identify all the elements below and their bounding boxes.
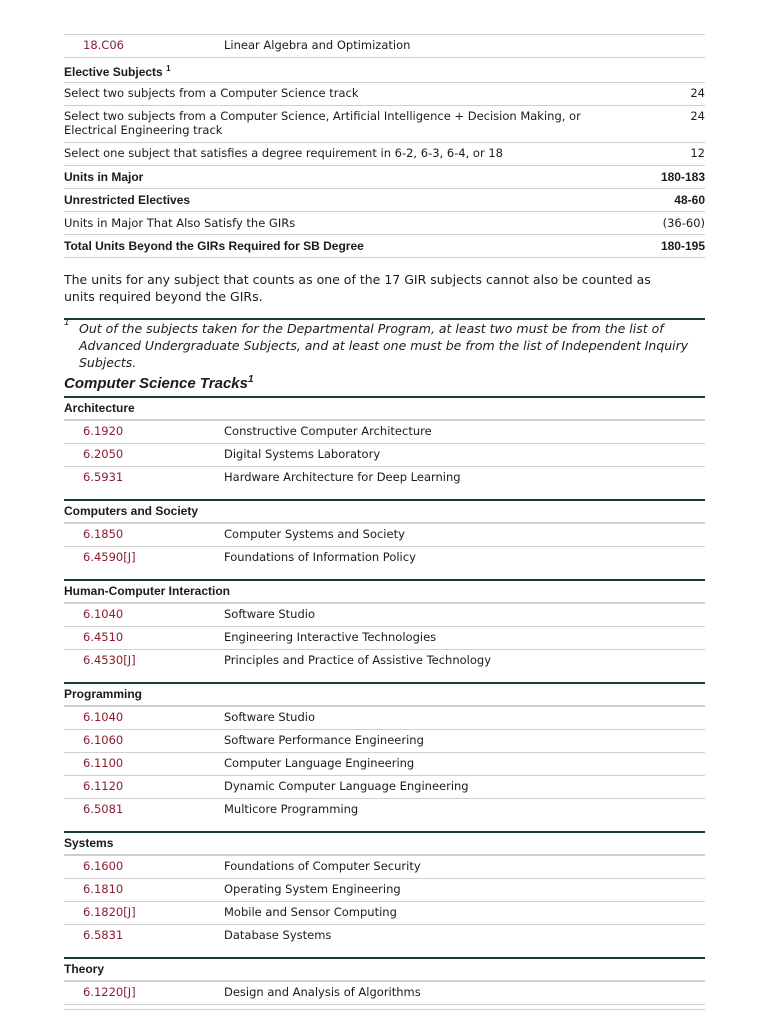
divider (64, 1009, 705, 1010)
spacer (64, 947, 705, 957)
subject-title: Software Performance Engineering (224, 732, 424, 747)
subject-row (64, 603, 705, 626)
requirement-row (64, 82, 705, 105)
subject-code-link[interactable]: 6.1040 (83, 606, 124, 621)
subject-title: Operating System Engineering (224, 881, 401, 896)
subject-row (64, 878, 705, 901)
subject-title: Design and Analysis of Algorithms (224, 984, 421, 999)
subject-row (64, 855, 705, 878)
track-header (64, 398, 705, 420)
subject-code-link[interactable]: 6.1120 (83, 778, 124, 793)
heading-text: Computer Science Tracks (64, 374, 248, 392)
total-label: Unrestricted Electives (64, 193, 191, 207)
subject-code-link[interactable]: 6.1060 (83, 732, 124, 747)
subject-code-link[interactable]: 6.1850 (83, 526, 124, 541)
subject-title: Dynamic Computer Language Engineering (224, 778, 469, 793)
spacer (64, 672, 705, 682)
track-header (64, 501, 705, 523)
track-header (64, 684, 705, 706)
track-header (64, 959, 705, 981)
subject-code-link[interactable]: 6.4530[J] (83, 652, 136, 667)
total-units: 48-60 (674, 193, 705, 207)
subject-row (64, 752, 705, 775)
subject-title: Foundations of Computer Security (224, 858, 421, 873)
subject-row (64, 420, 705, 443)
track-name: Human-Computer Interaction (64, 583, 231, 598)
subject-row (64, 649, 705, 672)
subject-code-link[interactable]: 6.5081 (83, 801, 124, 816)
subject-code-link[interactable]: 6.2050 (83, 446, 124, 461)
subject-title: Linear Algebra and Optimization (224, 38, 411, 52)
track-programming (64, 682, 705, 821)
subject-title: Engineering Interactive Technologies (224, 629, 437, 644)
subject-title: Digital Systems Laboratory (224, 446, 381, 461)
spacer (64, 821, 705, 831)
subject-row (64, 775, 705, 798)
subject-row (64, 706, 705, 729)
divider (64, 257, 705, 258)
footnote (64, 317, 705, 370)
subject-code-link[interactable]: 6.1100 (83, 755, 124, 770)
unrestricted-electives-row (64, 188, 705, 211)
footnote-text: Out of the subjects taken for the Departmental Program, at least two must be from the list of Advanced Undergraduate Subjects, and at least one must be from the list of Independent Inquiry Subjects. (79, 320, 689, 370)
subject-code-link[interactable]: 6.4510 (83, 629, 124, 644)
subject-code-link[interactable]: 6.4590[J] (83, 549, 136, 564)
subject-title: Software Studio (224, 606, 315, 621)
track-name: Theory (64, 961, 105, 976)
track-name: Programming (64, 686, 143, 701)
gir-note: The units for any subject that counts as one of the 17 GIR subjects cannot also be counted as units required beyond the GIRs. (64, 272, 651, 304)
subject-row (64, 523, 705, 546)
subject-title: Computer Language Engineering (224, 755, 415, 770)
total-units: 180-195 (660, 239, 705, 253)
track-name: Computers and Society (64, 503, 199, 518)
subject-title: Computer Systems and Society (224, 526, 405, 541)
subject-code-link[interactable]: 6.5831 (83, 927, 124, 942)
spacer (64, 489, 705, 499)
degree-requirements (64, 34, 705, 1010)
total-label: Units in Major (64, 170, 144, 184)
subject-row (64, 34, 705, 57)
subject-row (64, 729, 705, 752)
subject-code-link[interactable]: 6.1220[J] (83, 984, 136, 999)
subject-title: Foundations of Information Policy (224, 549, 416, 564)
total-units-row (64, 234, 705, 257)
track-header (64, 581, 705, 603)
requirement-text: Select two subjects from a Computer Science track (64, 86, 359, 100)
track-name: Architecture (64, 400, 135, 415)
gir-overlap-row (64, 211, 705, 234)
elective-subjects-header (64, 57, 705, 82)
subject-code-link[interactable]: 6.1040 (83, 709, 124, 724)
track-header (64, 833, 705, 855)
footnote-marker: 1 (247, 373, 254, 385)
requirement-row (64, 142, 705, 165)
subject-row (64, 546, 705, 569)
requirement-text: Select one subject that satisfies a degree requirement in 6-2, 6-3, 6-4, or 18 (64, 146, 503, 160)
track-systems (64, 831, 705, 947)
total-units: 180-183 (660, 170, 705, 184)
subject-title: Constructive Computer Architecture (224, 423, 432, 438)
track-architecture (64, 396, 705, 489)
subject-title: Hardware Architecture for Deep Learning (224, 469, 461, 484)
section-label: Elective Subjects (64, 65, 163, 79)
subject-code-link[interactable]: 6.1600 (83, 858, 124, 873)
units-in-major-row (64, 165, 705, 188)
requirement-row (64, 105, 705, 142)
subject-row (64, 798, 705, 821)
subject-code-link[interactable]: 18.C06 (83, 38, 124, 52)
requirement-units: 24 (690, 86, 705, 100)
subject-code-link[interactable]: 6.5931 (83, 469, 124, 484)
requirement-units: 12 (690, 146, 705, 160)
subject-row (64, 981, 705, 1004)
subject-title: Database Systems (224, 927, 332, 942)
subject-title: Principles and Practice of Assistive Technology (224, 652, 491, 667)
track-human-computer-interaction (64, 579, 705, 672)
total-units: (36-60) (662, 216, 705, 230)
footnote-marker: 1 (64, 317, 70, 328)
subject-code-link[interactable]: 6.1920 (83, 423, 124, 438)
track-name: Systems (64, 835, 114, 850)
total-label: Total Units Beyond the GIRs Required for SB Degree (64, 239, 364, 253)
footnote-marker: 1 (166, 64, 171, 73)
subject-code-link[interactable]: 6.1810 (83, 881, 124, 896)
track-theory (64, 957, 705, 1004)
cs-tracks-heading (64, 374, 705, 396)
subject-row (64, 901, 705, 924)
subject-code-link[interactable]: 6.1820[J] (83, 904, 136, 919)
subject-row (64, 924, 705, 947)
requirement-text: Select two subjects from a Computer Science, Artificial Intelligence + Decision Making, or Electrical Engineering track (64, 109, 581, 137)
subject-title: Multicore Programming (224, 801, 359, 816)
requirement-units: 24 (690, 109, 705, 123)
spacer (64, 569, 705, 579)
subject-title: Software Studio (224, 709, 315, 724)
total-label: Units in Major That Also Satisfy the GIRs (64, 216, 296, 230)
track-computers-and-society (64, 499, 705, 569)
subject-row (64, 443, 705, 466)
subject-row (64, 466, 705, 489)
subject-row (64, 626, 705, 649)
subject-title: Mobile and Sensor Computing (224, 904, 397, 919)
